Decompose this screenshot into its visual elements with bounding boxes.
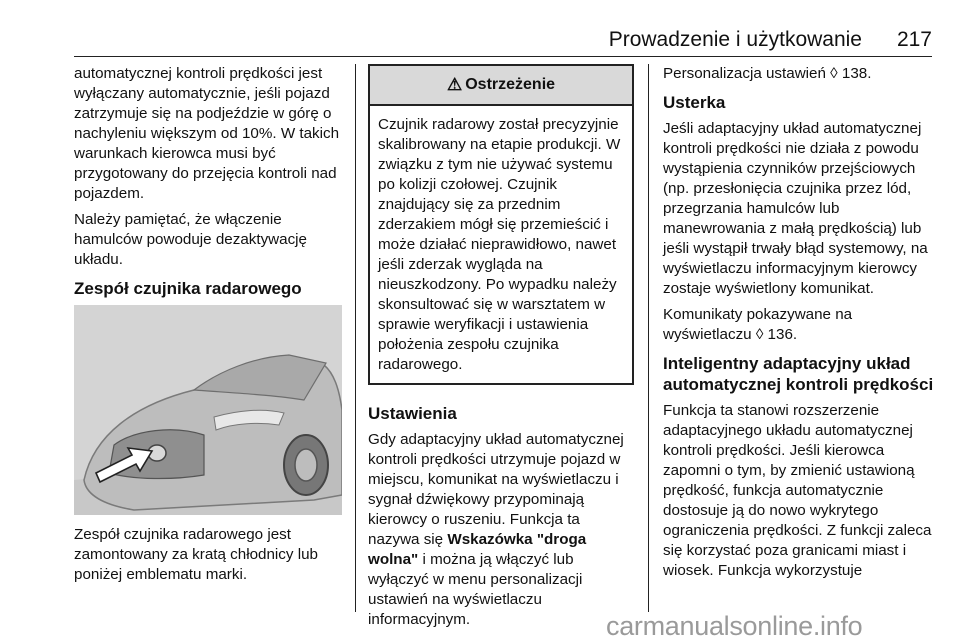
heading-settings: Ustawienia [368, 404, 457, 423]
column-1 [74, 64, 342, 591]
column-3 [663, 64, 935, 587]
page-number: 217 [896, 28, 932, 51]
warning-title: Ostrzeżenie [465, 76, 556, 93]
car-radar-illustration [74, 305, 342, 515]
column-divider-1 [355, 64, 356, 612]
paragraph-settings [368, 430, 634, 630]
paragraph-intelligent-acc: Funkcja ta stanowi rozszerzenie adaptacyjnego układu automatycznej kontroli prędkości. Jeśli kierowca zapomni o tym, by zmienić ustawioną prędkość, funkcja automatycznie dostosuje ją do nowo wykrytego ograniczenia prędkości. Z funkcji zaleca się korzystać poza granicami miast i wiosek. Funkcja wykorzystuje [663, 402, 932, 579]
settings-text-start: Gdy adaptacyjny układ automatycznej kontroli prędkości utrzymuje pojazd w miejscu, komunikat na wyświetlaczu i sygnał dźwiękowy przypominają kierowcy o ruszeniu. Funkcja ta nazywa się [368, 431, 624, 548]
header-rule [74, 56, 932, 57]
heading-intelligent-acc: Inteligentny adaptacyjny układ automatycznej kontroli prędkości [663, 354, 934, 394]
paragraph-personalization-ref: Personalizacja ustawień ◊ 138. [663, 65, 872, 82]
paragraph-messages-ref: Komunikaty pokazywane na wyświetlaczu ◊ 136. [663, 306, 853, 343]
warning-header [370, 66, 632, 106]
column-divider-2 [648, 64, 649, 612]
warning-triangle-icon: ⚠ [446, 75, 463, 94]
caption-radar-location: Zespół czujnika radarowego jest zamontowany za kratą chłodnicy lub poniżej emblematu marki. [74, 526, 318, 583]
heading-fault: Usterka [663, 93, 726, 112]
warning-text: Czujnik radarowy został precyzyjnie skalibrowany na etapie produkcji. W związku z tym nie używać systemu po kolizji czołowej. Czujnik znajdujący się za przednim zderzakiem mógł się przemieścić i może działać nieprawidłowo, nawet jeśli zderzak wygląda na nieuszkodzony. Po wypadku należy skonsultować się w warsztatem w sprawie weryfikacji i ustawienia położenia zespołu czujnika radarowego. [378, 116, 621, 373]
paragraph-brakes: Należy pamiętać, że włączenie hamulców powoduje dezaktywację układu. [74, 211, 308, 268]
settings-text-end: i można ją włączyć lub wyłączyć w menu personalizacji ustawień na wyświetlaczu informacyjnym. [368, 551, 583, 628]
watermark-text: carmanualsonline.info [606, 611, 863, 641]
paragraph-fault: Jeśli adaptacyjny układ automatycznej kontroli prędkości nie działa z powodu wystąpienia czynników przejściowych (np. przesłonięcia czujnika przez lód, przegrzania hamulców lub manewrowania z małą prędkością) lub jeśli wystąpił trwały błąd systemowy, na wyświetlaczu informacyjnym kierowcy zostaje wyświetlony komunikat. [663, 120, 928, 297]
header-title: Prowadzenie i użytkowanie [608, 28, 862, 51]
settings-feature-name: Wskazówka "droga wolna" [368, 531, 587, 568]
column-2 [368, 64, 634, 636]
warning-box [368, 64, 634, 385]
heading-radar-sensor: Zespół czujnika radarowego [74, 279, 302, 298]
paragraph-deactivation: automatycznej kontroli prędkości jest wyłączany automatycznie, jeśli pojazd zatrzymuje się na podjeździe w górę o nachyleniu większym od 10%. W takich warunkach kierowca musi być przygotowany do przejęcia kontroli nad pojazdem. [74, 65, 340, 202]
car-front-image [74, 305, 342, 515]
page-header [590, 28, 932, 56]
